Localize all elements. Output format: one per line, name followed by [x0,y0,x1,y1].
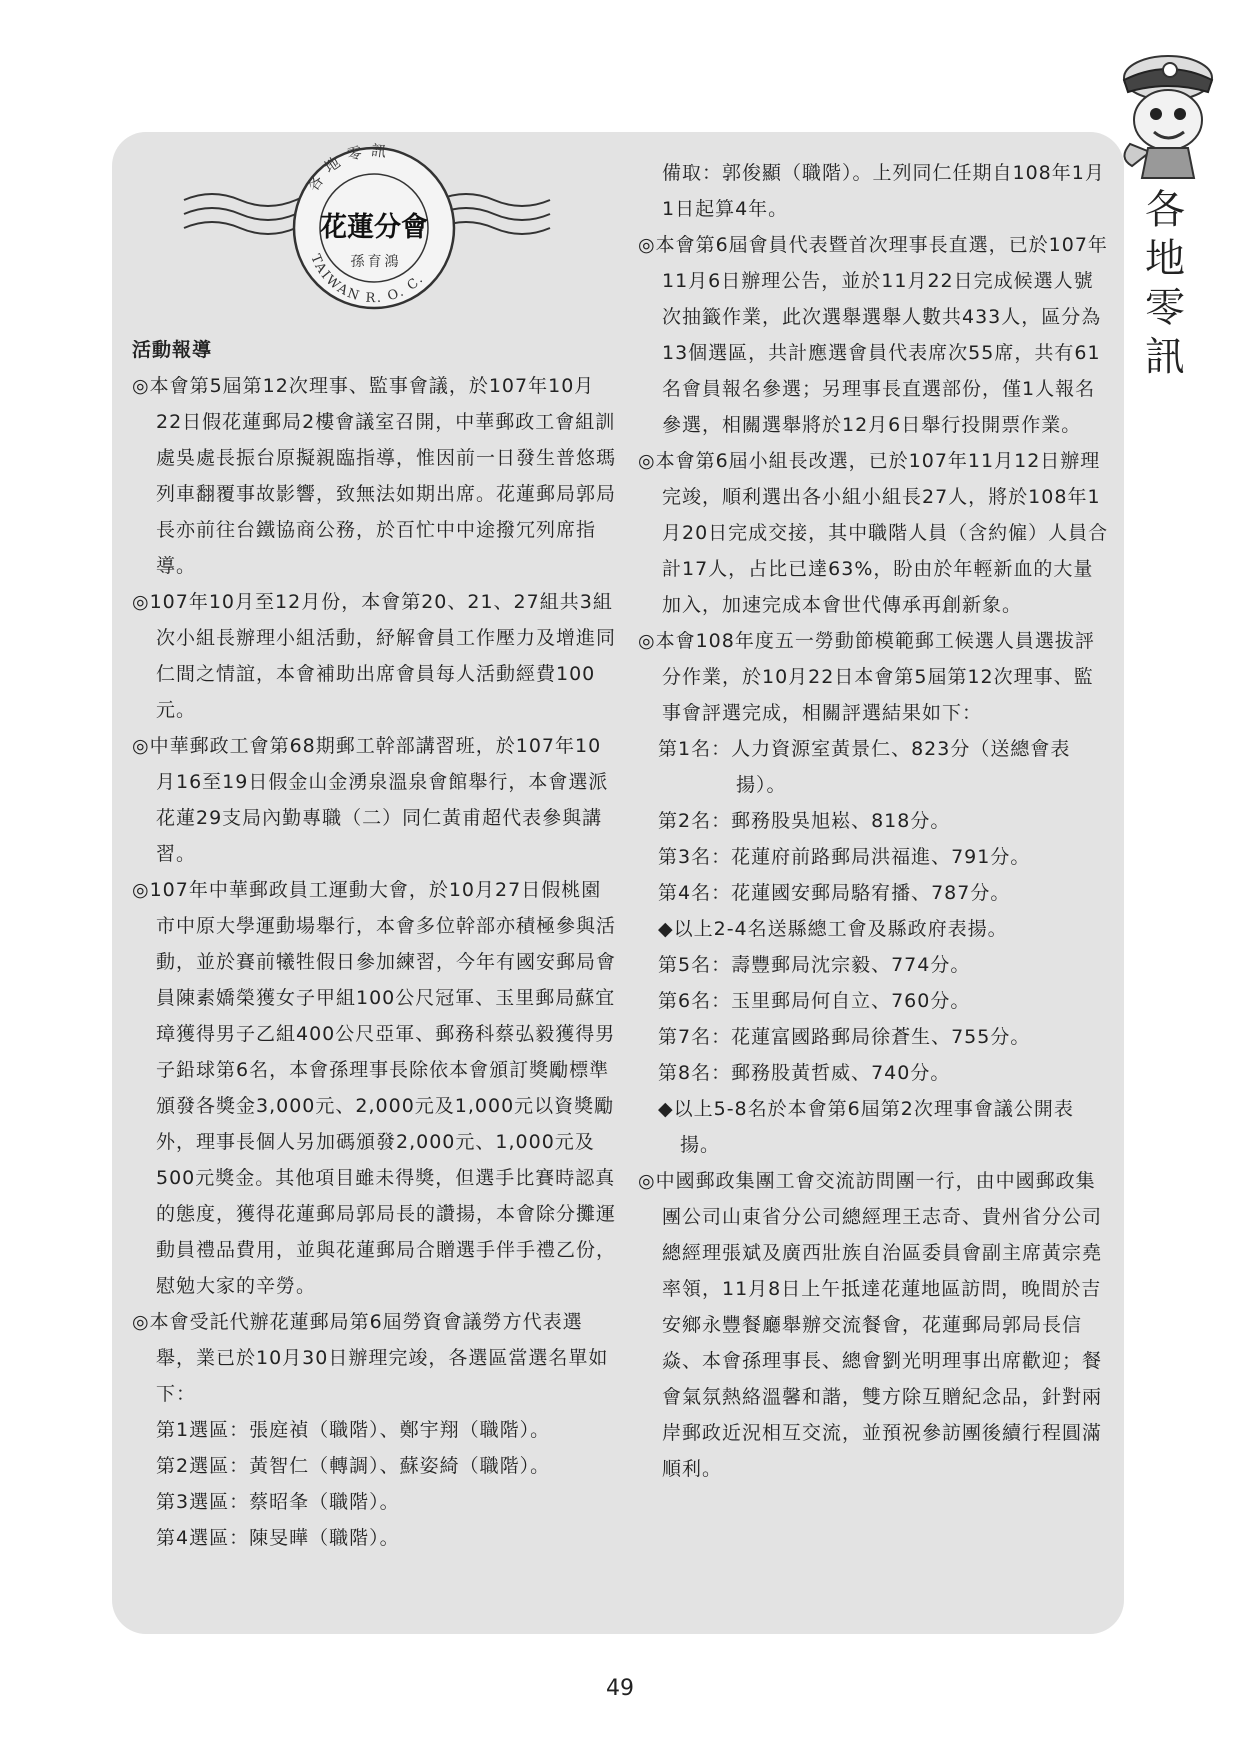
side-title-char: 零 [1145,285,1185,331]
news-item: ◎中華郵政工會第68期郵工幹部講習班，於107年10月16至19日假金山金湧泉溫泉會館舉行，本會選派花蓮29支局內勤專職（二）同仁黃甫超代表參與講習。 [132,735,609,865]
news-item: ◎本會108年度五一勞動節模範郵工候選人員選拔評分作業，於10月22日本會第5屆第12次理事、監事會評選完成，相關評選結果如下： [638,630,1095,724]
rank-entry: 第8名：郵務股黃哲威、740分。 [658,1062,951,1084]
news-item: ◎本會第6屆會員代表暨首次理事長直選，已於107年11月6日辦理公告，並於11月22日完成候選人號次抽籤作業，此次選舉選舉人數共433人，區分為13個選區，共計應選會員代表席次55席，共有61名會員報名參選；另理事長直選部份，僅1人報名參選，相關選舉將於12月6日舉行投開票作業。 [638,234,1108,436]
news-item: ◎本會受託代辦花蓮郵局第6屆勞資會議勞方代表選舉，業已於10月30日辦理完竣，各選區當選名單如下： [132,1311,609,1405]
rank-note: ◆以上2-4名送縣總工會及縣政府表揚。 [658,918,1008,940]
stamp-author: 孫育鴻 [350,254,402,270]
district-result: 第3選區：蔡昭夆（職階）。 [156,1491,400,1513]
stamp-title: 花蓮分會 [320,212,428,243]
district-result: 第2選區：黃智仁（轉調）、蘇姿綺（職階）。 [156,1455,551,1477]
postman-mascot-icon [1110,40,1220,180]
rank-note: ◆以上5-8名於本會第6屆第2次理事會議公開表揚。 [658,1098,1074,1156]
rank-entry: 第2名：郵務股吳旭崧、818分。 [658,810,951,832]
rank-entry: 第6名：玉里郵局何自立、760分。 [658,990,971,1012]
rank-entry: 第3名：花蓮府前路郵局洪福進、791分。 [658,846,1031,868]
district-result: 第1選區：張庭禎（職階）、鄭宇翔（職階）。 [156,1419,551,1441]
rank-entry: 第5名：壽豐郵局沈宗毅、774分。 [658,954,971,976]
rank-entry: 第4名：花蓮國安郵局駱宥播、787分。 [658,882,1011,904]
left-column [132,332,616,1556]
stamp-arc-text: 各地零訊 [303,141,396,195]
news-item: ◎中國郵政集團工會交流訪問團一行，由中國郵政集團公司山東省分公司總經理王志奇、貴州省分公司總經理張斌及廣西壯族自治區委員會副主席黃宗堯率領，11月8日上午抵達花蓮地區訪問，晚間於吉安鄉永豐餐廳舉辦交流餐會，花蓮郵局郭局長信焱、本會孫理事長、總會劉光明理事出席歡迎；餐會氣氛熱絡溫馨和諧，雙方除互贈紀念品，針對兩岸郵政近況相互交流，並預祝參訪團後續行程圓滿順利。 [638,1170,1103,1480]
side-section-title [1140,186,1190,382]
side-title-char: 各 [1145,187,1185,233]
page-number: 49 [606,1676,634,1701]
news-item: ◎本會第5屆第12次理事、監事會議，於107年10月22日假花蓮郵局2樓會議室召開，中華郵政工會組訓處吳處長振台原擬親臨指導，惟因前一日發生普悠瑪列車翻覆事故影響，致無法如期出席。花蓮郵局郭局長亦前往台鐵協商公務，於百忙中中途撥冗列席指導。 [132,375,617,577]
right-column [638,155,1112,1487]
rank-entry: 第1名：人力資源室黃景仁、823分（送總會表揚）。 [658,738,1071,796]
postmark-stamp [180,140,560,310]
news-item: ◎107年10月至12月份，本會第20、21、27組共3組次小組長辦理小組活動，紓解會員工作壓力及增進同仁間之情誼，本會補助出席會員每人活動經費100元。 [132,591,617,721]
side-title-char: 訊 [1145,334,1185,380]
district-result: 第4選區：陳旻曄（職階）。 [156,1527,400,1549]
continuation-text: 備取：郭俊顯（職階）。上列同仁任期自108年1月1日起算4年。 [662,162,1105,220]
stamp-country: TAIWAN R. O. C. [307,252,428,307]
section-heading: 活動報導 [132,339,213,361]
side-title-char: 地 [1145,236,1185,282]
news-item: ◎本會第6屆小組長改選，已於107年11月12日辦理完竣，順利選出各小組小組長27人，將於108年1月20日完成交接，其中職階人員（含約僱）人員合計17人，占比已達63%，盼由於年輕新血的大量加入，加速完成本會世代傳承再創新象。 [638,450,1109,616]
news-item: ◎107年中華郵政員工運動大會，於10月27日假桃園市中原大學運動場舉行，本會多位幹部亦積極參與活動，並於賽前犧牲假日參加練習，今年有國安郵局會員陳素嬌榮獲女子甲組100公尺冠軍、玉里郵局蘇宜璋獲得男子乙組400公尺亞軍、郵務科蔡弘毅獲得男子鉛球第6名，本會孫理事長除依本會頒訂獎勵標準頒發各獎金3,000元、2,000元及1,000元以資獎勵外，理事長個人另加碼頒發2,000元、1,000元及500元獎金。其他項目雖未得獎，但選手比賽時認真的態度，獲得花蓮郵局郭局長的讚揚，本會除分攤運動員禮品費用，並與花蓮郵局合贈選手伴手禮乙份，慰勉大家的辛勞。 [132,879,617,1297]
rank-entry: 第7名：花蓮富國路郵局徐蒼生、755分。 [658,1026,1031,1048]
